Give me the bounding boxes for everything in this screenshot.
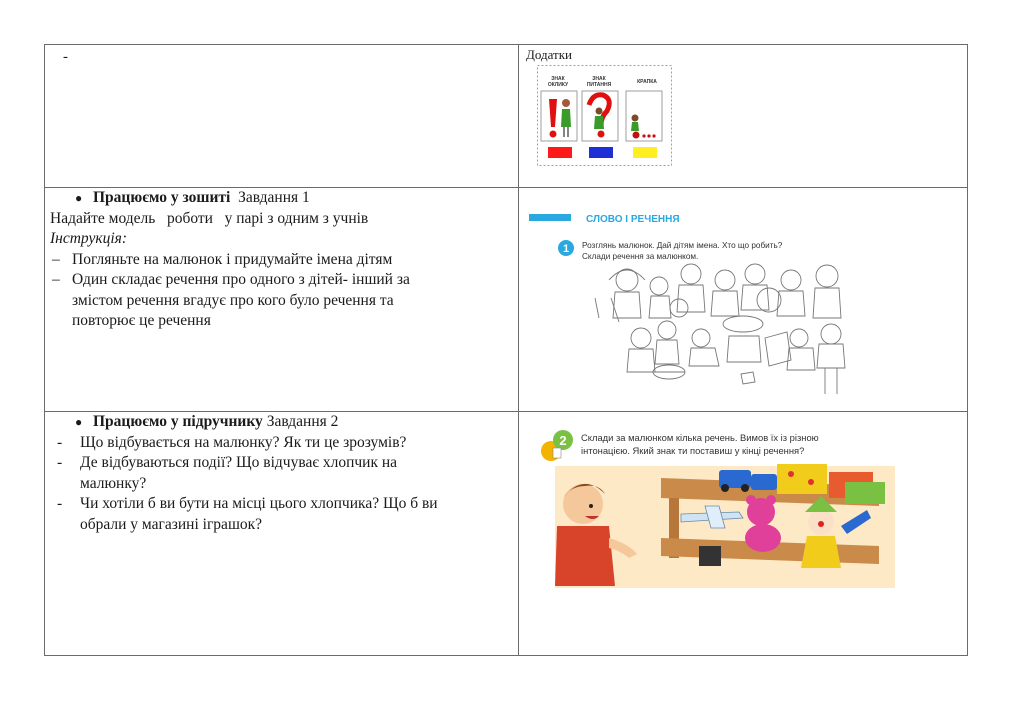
row1-left-cell [45, 45, 519, 188]
task2-heading-bold: Працюємо у підручнику [93, 413, 263, 430]
sign-label: КРАПКА [637, 79, 657, 85]
task-text-line: Склади речення за малюнком. [582, 252, 699, 261]
list-item: – Погляньте на малюнок і придумайте імена дітям [52, 250, 393, 268]
task1-model-line: Надайте модель роботи у парі з одним з учнів [50, 209, 369, 227]
task-text-line: Розглянь малюнок. Дай дітям імена. Хто що робить? [582, 241, 783, 250]
appendix-title: Додатки [526, 47, 572, 62]
task1-heading [45, 188, 518, 209]
task1-heading-bold: Працюємо у зошиті [93, 189, 231, 206]
row1-dash: - [63, 49, 68, 65]
task1-instruction-label: Інструкція: [50, 230, 128, 248]
lesson-table [44, 44, 968, 656]
sign-label: ЗНАК [551, 76, 565, 82]
sign-label: ЗНАК [592, 76, 606, 82]
row3-left-cell [45, 412, 519, 656]
task-number: 2 [559, 433, 567, 448]
yellow-card [633, 147, 657, 158]
task2-question-list [45, 433, 518, 536]
red-card [548, 147, 572, 158]
children-line-art [595, 264, 845, 394]
list-item: - Що відбувається на малюнку? Як ти це зрозумів? [57, 433, 407, 451]
row2-right-cell [519, 188, 968, 412]
task1-heading-rest: Завдання 1 [230, 189, 310, 206]
sign-label: ПИТАННЯ [586, 82, 612, 88]
table-row [45, 188, 968, 412]
blue-card [589, 147, 613, 158]
row1-right-cell [519, 45, 968, 188]
sign-label: ОКЛИКУ [547, 82, 569, 88]
punctuation-signs-image [537, 65, 677, 169]
textbook-picture-2 [529, 426, 949, 596]
list-item: - Чи хотіли б ви бути на місці цього хлопчика? Що б ви обрали у магазині іграшок? [57, 495, 438, 533]
bullet-icon: ● [75, 191, 83, 206]
task-number: 1 [562, 243, 570, 255]
task2-heading [45, 412, 518, 433]
list-item: - Де відбуваються події? Що відчуває хлопчик на малюнку? [57, 454, 398, 492]
task2-heading-rest: Завдання 2 [262, 413, 339, 430]
workbook-picture-1 [529, 188, 949, 398]
bullet-icon: ● [75, 415, 83, 430]
task-text-line: Склади за малюнком кілька речень. Вимов їх із різною [581, 432, 819, 443]
row3-right-cell [519, 412, 968, 656]
book-section-title: СЛОВО І РЕЧЕННЯ [586, 214, 680, 225]
task-text-line: інтонацією. Який знак ти поставиш у кінці речення? [581, 445, 805, 456]
table-row [45, 45, 968, 188]
list-item: – Один складає речення про одного з дітей- інший за змістом речення вгадує про кого було речення та повторює це речення [52, 271, 410, 330]
task1-instruction-list [45, 250, 518, 332]
table-row [45, 412, 968, 656]
row2-left-cell [45, 188, 519, 412]
